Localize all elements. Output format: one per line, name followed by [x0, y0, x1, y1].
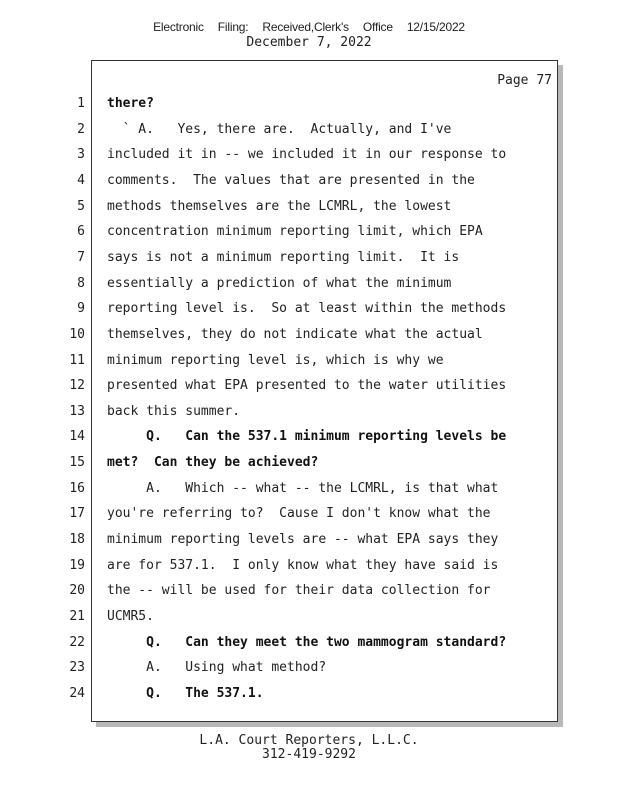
line-number: 23	[69, 660, 85, 675]
transcript-line: says is not a minimum reporting limit. It is	[107, 250, 460, 265]
filing-stamp-part: Office	[362, 20, 393, 34]
transcript-line: reporting level is. So at least within the methods	[107, 301, 507, 316]
line-number: 5	[77, 199, 85, 214]
transcript-line: A. Which -- what -- the LCMRL, is that what	[107, 481, 499, 496]
transcript-line: minimum reporting level is, which is why we	[107, 353, 444, 368]
transcript-line: concentration minimum reporting limit, which EPA	[107, 224, 483, 239]
line-number: 9	[77, 301, 85, 316]
line-number: 8	[77, 276, 85, 291]
line-number: 19	[69, 558, 85, 573]
line-number: 20	[69, 583, 85, 598]
transcript-line: minimum reporting levels are -- what EPA says they	[107, 532, 499, 547]
reporter-company: L.A. Court Reporters, L.L.C.	[199, 733, 419, 748]
question-line: met? Can they be achieved?	[107, 455, 319, 470]
transcript-line: comments. The values that are presented in the	[107, 173, 475, 188]
question-line: Q. Can the 537.1 minimum reporting levels be	[107, 429, 507, 444]
line-number: 12	[69, 378, 85, 393]
filing-stamp-part: 12/15/2022	[406, 20, 465, 34]
transcript-line: UCMR5.	[107, 609, 154, 624]
transcript-line: ` A. Yes, there are. Actually, and I've	[107, 122, 452, 137]
filing-stamp-part: Received,Clerk's	[262, 20, 349, 34]
line-number: 7	[77, 250, 85, 265]
transcript-line: the -- will be used for their data collection for	[107, 583, 491, 598]
transcript-line: are for 537.1. I only know what they have said is	[107, 558, 499, 573]
reporter-phone: 312-419-9292	[262, 747, 356, 762]
question-line: Q. Can they meet the two mammogram standard?	[107, 635, 507, 650]
transcript-line: back this summer.	[107, 404, 241, 419]
line-number: 10	[69, 327, 85, 342]
filing-stamp-part: Filing:	[217, 20, 249, 34]
line-number: 6	[77, 224, 85, 239]
transcript-line: you're referring to? Cause I don't know what the	[107, 506, 491, 521]
line-number: 3	[77, 147, 85, 162]
line-number: 15	[69, 455, 85, 470]
transcript-line: themselves, they do not indicate what the actual	[107, 327, 483, 342]
question-line: Q. The 537.1.	[107, 686, 264, 701]
line-number: 4	[77, 173, 85, 188]
transcript-line: essentially a prediction of what the minimum	[107, 276, 452, 291]
line-number: 11	[69, 353, 85, 368]
line-number: 13	[69, 404, 85, 419]
question-line: there?	[107, 96, 154, 111]
line-number: 1	[77, 96, 85, 111]
filing-stamp	[0, 20, 618, 34]
line-number: 24	[69, 686, 85, 701]
line-number: 2	[77, 122, 85, 137]
transcript-line: included it in -- we included it in our response to	[107, 147, 507, 162]
line-number: 22	[69, 635, 85, 650]
page-number: Page 77	[497, 73, 552, 88]
transcript-line: A. Using what method?	[107, 660, 327, 675]
line-number: 18	[69, 532, 85, 547]
transcript-line: methods themselves are the LCMRL, the lowest	[107, 199, 452, 214]
filing-stamp-part: Electronic	[153, 20, 204, 34]
line-number: 16	[69, 481, 85, 496]
transcript-line: presented what EPA presented to the water utilities	[107, 378, 507, 393]
line-number: 21	[69, 609, 85, 624]
line-number: 14	[69, 429, 85, 444]
line-number: 17	[69, 506, 85, 521]
deposition-date: December 7, 2022	[246, 35, 372, 50]
